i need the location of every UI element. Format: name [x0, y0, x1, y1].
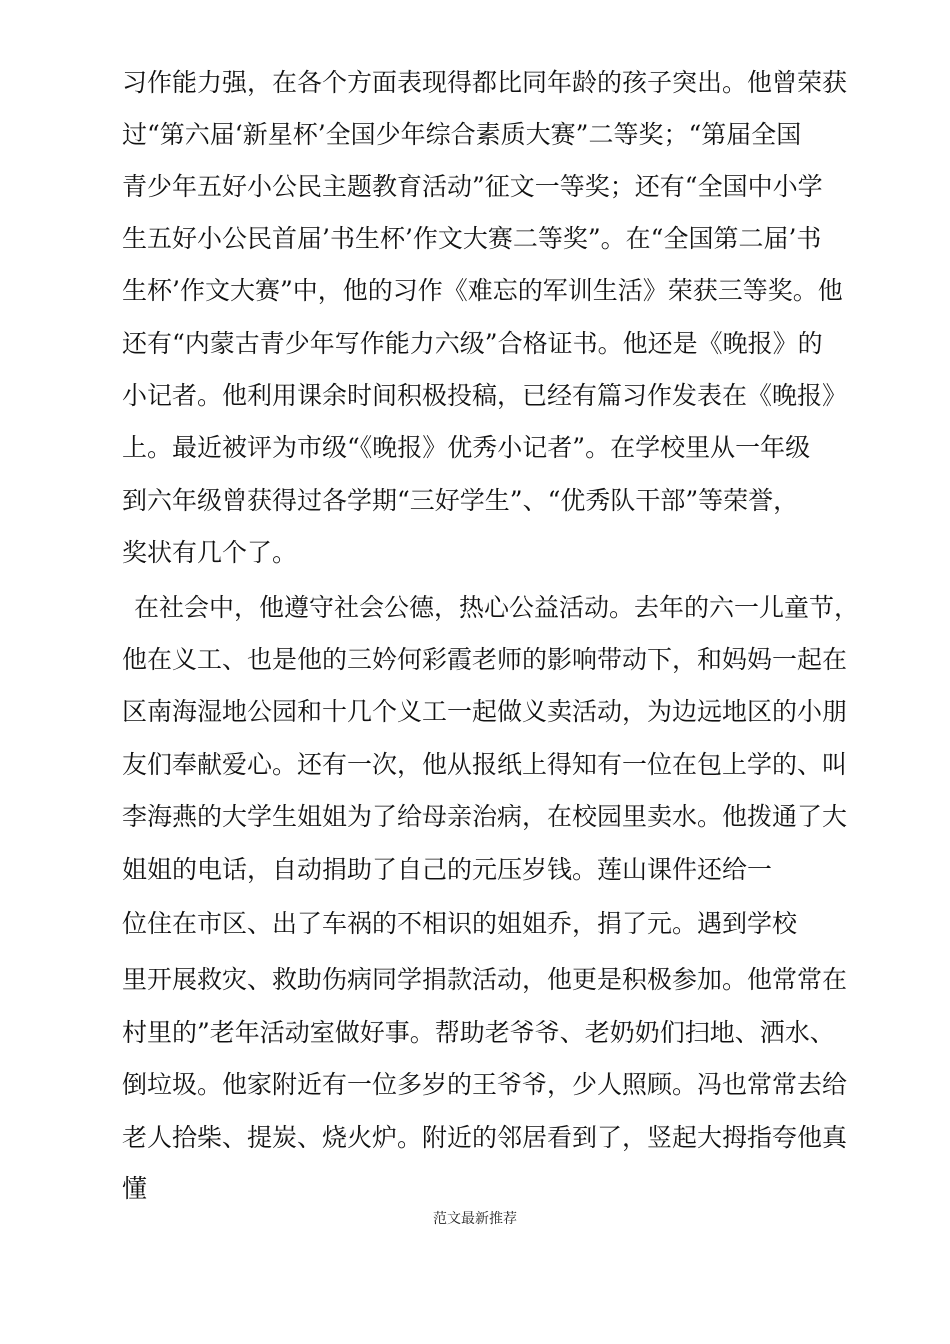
text-line: 过“第六届‘新星杯’全国少年综合素质大赛”二等奖；“第届全国	[122, 120, 802, 149]
text-line: 到六年级曾获得过各学期“三好学生”、“优秀队干部”等荣誉，	[122, 486, 799, 515]
text-line: 姐姐的电话，自动捐助了自己的元压岁钱。莲山课件还给一	[122, 855, 773, 884]
text-line: 他在义工、也是他的三妗何彩霞老师的影响带动下，和妈妈一起在	[122, 645, 848, 674]
text-line: 区南海湿地公园和十几个义工一起做义卖活动，为边远地区的小朋	[122, 697, 848, 726]
paragraph-start-line: 在社会中，他遵守社会公德，热心公益活动。去年的六一儿童节，	[134, 593, 860, 622]
text-line: 上。最近被评为市级“《晚报》优秀小记者”。在学校里从一年级	[122, 433, 811, 462]
text-line: 生五好小公民首届’书生杯’作文大赛二等奖”。在“全国第二届’书	[122, 224, 822, 253]
text-line: 生杯’作文大赛”中，他的习作《难忘的军训生活》荣获三等奖。他	[122, 276, 843, 305]
text-line: 友们奉献爱心。还有一次，他从报纸上得知有一位在包上学的、叫	[122, 750, 848, 779]
text-line: 还有“内蒙古青少年写作能力六级”合格证书。他还是《晚报》的	[122, 329, 823, 358]
text-line: 青少年五好小公民主题教育活动”征文一等奖；还有“全国中小学	[122, 172, 823, 201]
text-line: 村里的”老年活动室做好事。帮助老爷爷、老奶奶们扫地、洒水、	[122, 1018, 835, 1047]
page-footer: 范文最新推荐	[433, 1211, 517, 1227]
text-line: 位住在市区、出了车祸的不相识的姐姐乔，捐了元。遇到学校	[122, 909, 798, 938]
text-line: 老人拾柴、提炭、烧火炉。附近的邻居看到了，竖起大拇指夸他真	[122, 1123, 848, 1152]
text-line: 倒垃圾。他家附近有一位多岁的王爷爷，少人照顾。冯也常常去给	[122, 1070, 848, 1099]
text-line: 懂	[122, 1174, 148, 1203]
text-line: 李海燕的大学生姐姐为了给母亲治病，在校园里卖水。他拨通了大	[122, 802, 848, 831]
text-line: 里开展救灾、救助伤病同学捐款活动，他更是积极参加。他常常在	[122, 965, 848, 994]
text-line: 习作能力强，在各个方面表现得都比同年龄的孩子突出。他曾荣获	[122, 68, 848, 97]
text-line: 奖状有几个了。	[122, 538, 298, 567]
text-line: 小记者。他利用课余时间积极投稿，已经有篇习作发表在《晚报》	[122, 381, 848, 410]
